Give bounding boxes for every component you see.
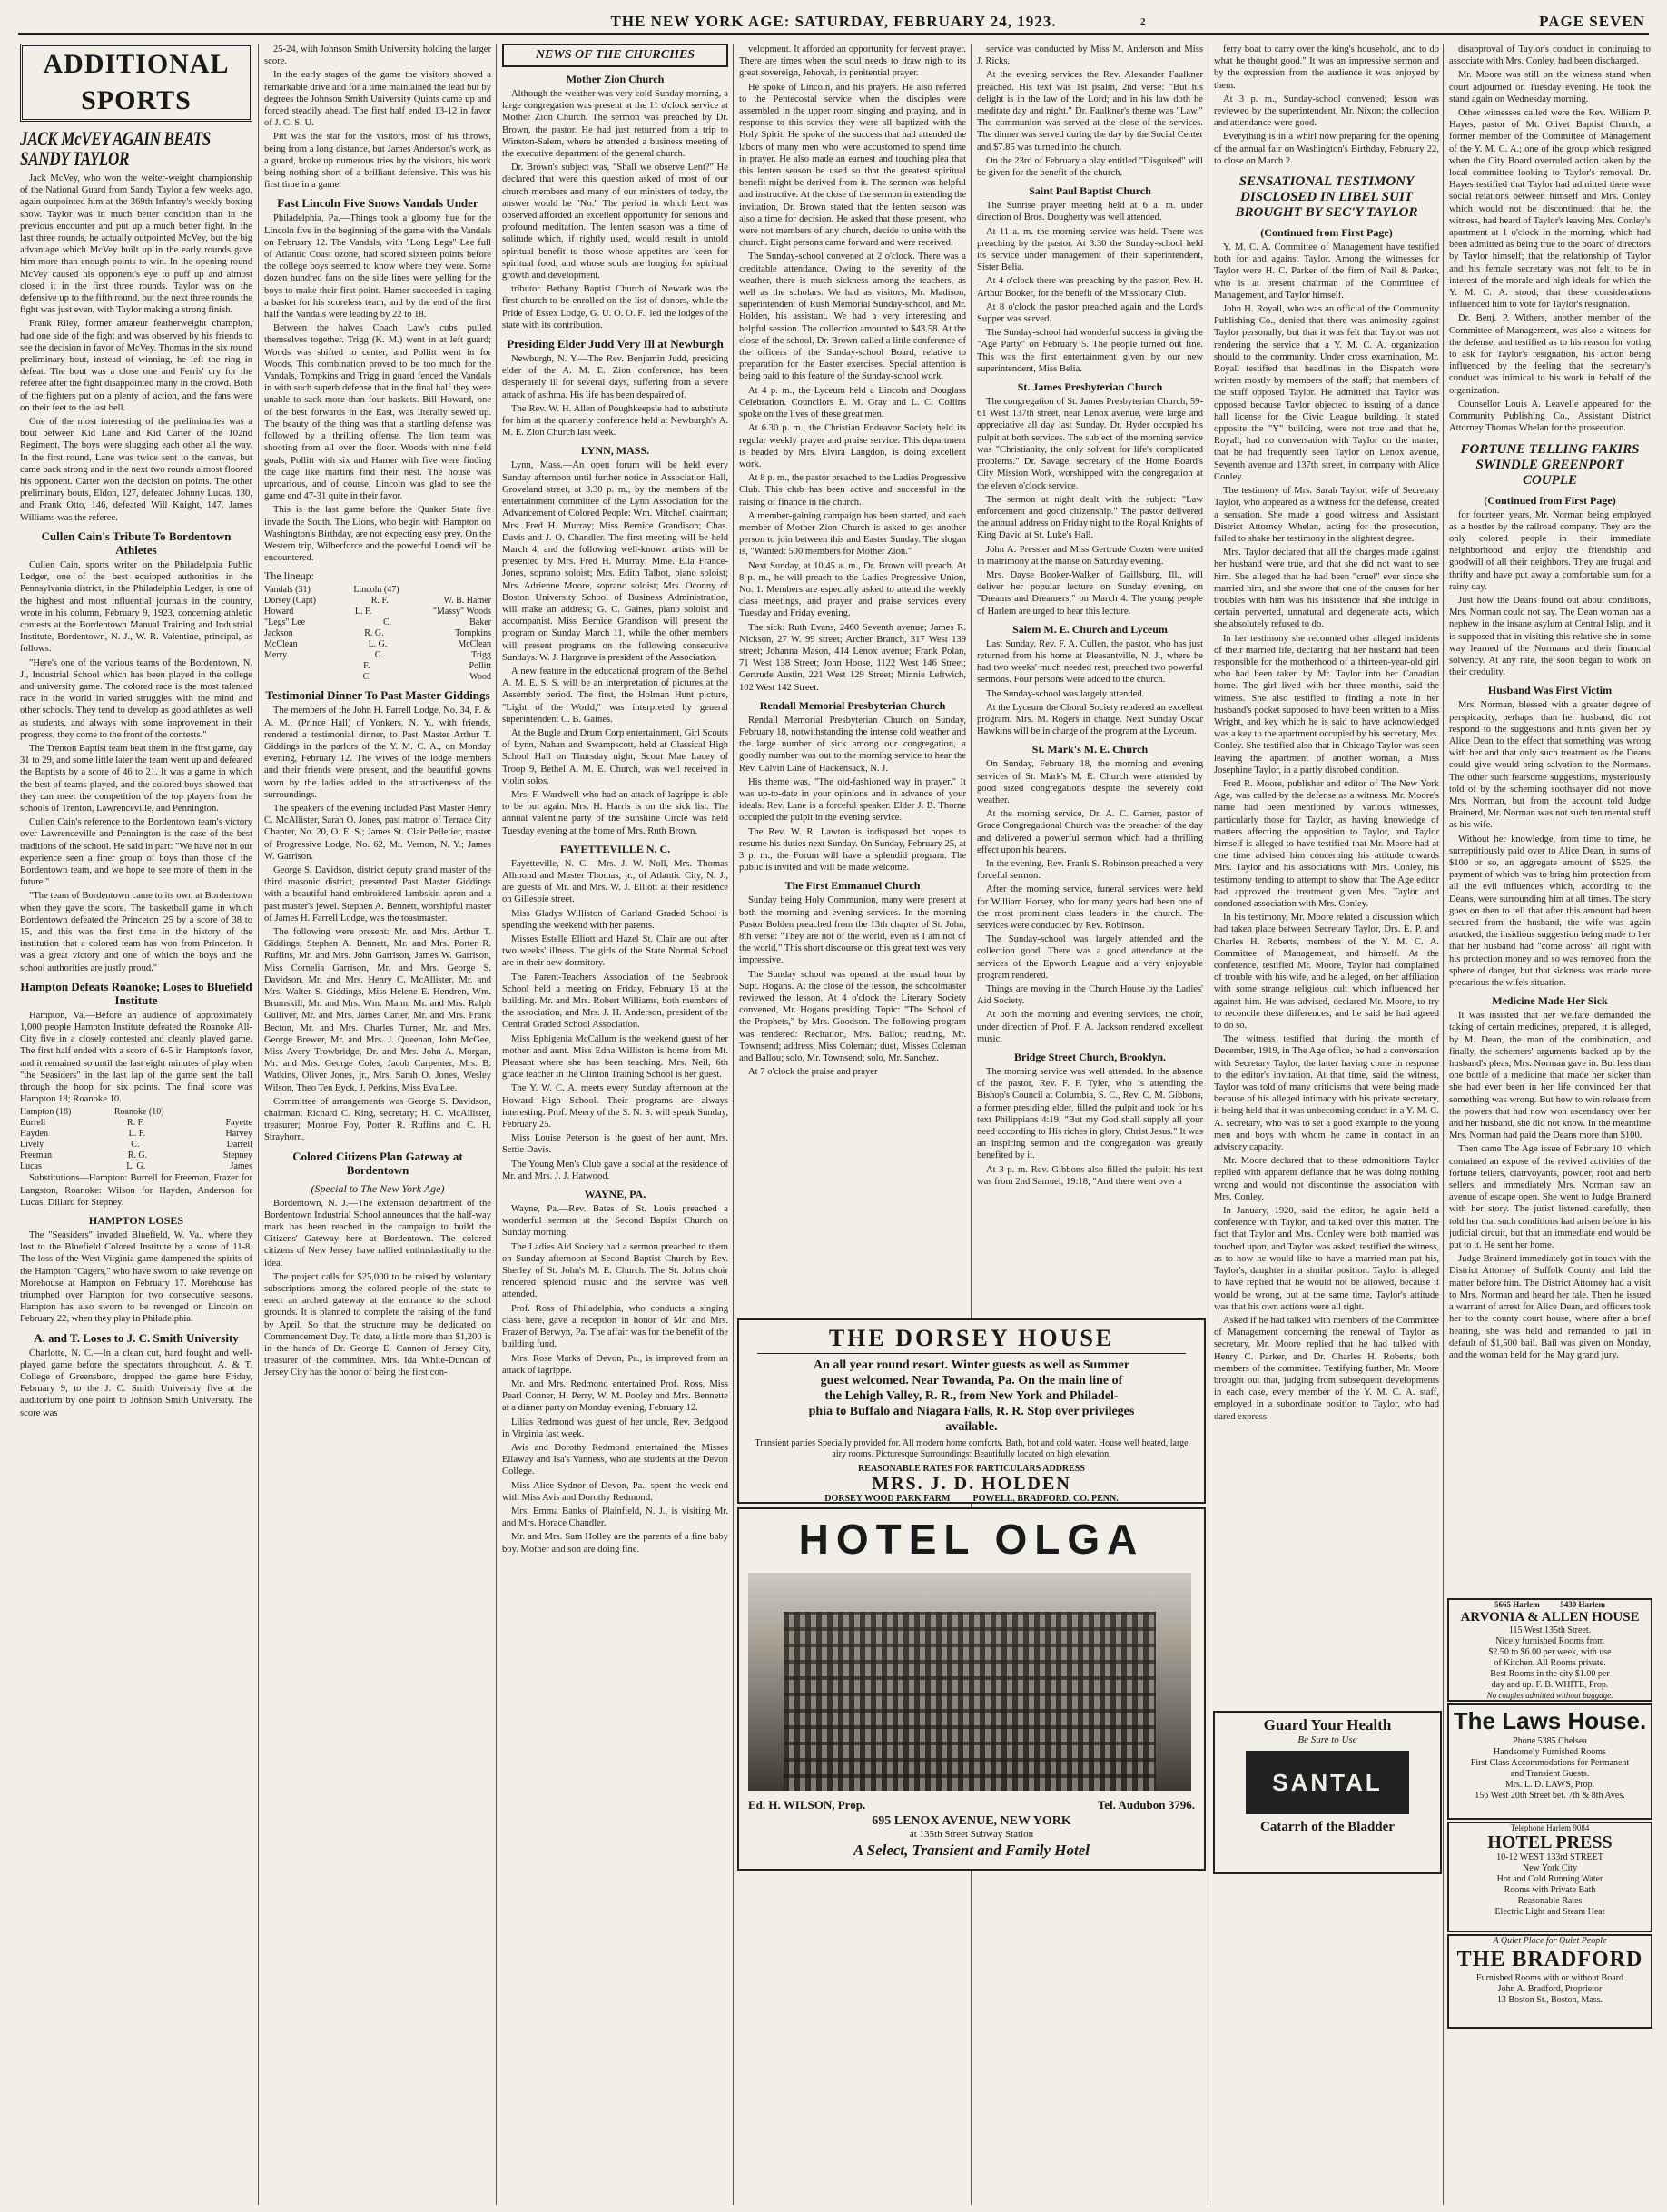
article-paragraph: The witness testified that during the month of December, 1919, in The Age office, he had a conversation with Secretary Taylor, the latter having come in response to the editor's invitation. At that time, said the witness, Taylor was told of many criticisms that were being made because of his alleged intimacy with his private secretary, it being held that it was unbecoming conduct in a Y. M. C. A. secretary, who was to set a good example to the young men and boys with whom he came in contact in an advisory capacity. [1214,1034,1439,1153]
headline: SENSATIONAL TESTIMONY DISCLOSED IN LIBEL SUIT BROUGHT BY SEC'Y TAYLOR [1235,174,1418,221]
article-paragraph: Philadelphia, Pa.—Things took a gloomy hue for the Lincoln five in the beginning of the game with the Vandals on February 12. The Vandals, with "Long Legs" Lee full of Atlantic Coast ozone, had scored sixteen points before the college boys seemed to know where they were. Some dozen hundred fans on the side lines were yelling for the boys to make their first point. Hamer succeeded in caging a basket for his scoreless team, and by the end of the first half the Vandals were leading by 22 to 18. [264,213,491,321]
lineup-row [20,1161,252,1172]
article-paragraph: At 3 p. m. Rev. Gibbons also filled the pulpit; his text was from 2nd Samuel, 19:18, "And there went over a [977,1164,1203,1187]
article-paragraph: Mrs. Dayse Booker-Walker of Gaillsburg, Ill., will deliver her popular lecture on Sunday evening, on "Dreams and Dreamers," on March 4. The young people of Harlem are urged to hear this lecture. [977,569,1203,617]
article-paragraph: The morning service was well attended. In the absence of the pastor, Rev. F. F. Tyler, who is attending the Bishop's Council at Columbia, S. C., Rev. C. M. Gibbons, a former presiding elder, filled the pulpit and took for his text Philippians 4:19, "But my God shall supply all your need according to His riches in glory, Christ Jesus." It was an inspiring sermon and the congregation was greatly benefited by it. [977,1067,1203,1161]
article-paragraph: Asked if he had talked with members of the Committee of Management concerning the renewal of Taylor as secretary, Mr. Moore replied that he had talked with Henry C. Parker, and Dr. Charles H. Roberts, both members of the committee. Testifying further, Mr. Moore brought out that, judging from subsequent developments in each case, every member of the Y. M. C. A. staff, employed in a subordinate position to Taylor, who had dared express [1214,1315,1439,1422]
lineup-cell: Baker [469,617,491,628]
article-paragraph: The Sunday-school had wonderful success in giving the "Age Party" on February 5. The people turned out fine. This was the first entertainment given by our new superintendent, Miss Belia. [977,328,1203,374]
article-paragraph: Mrs. F. Wardwell who had an attack of lagrippe is able to be out again. Mrs. H. Harris is on the sick list. The annual valentine party of the Sunshine Circle was held Tuesday evening at the home of Mrs. Ruth Brown. [502,789,728,836]
ad-line: Phone 5385 Chelsea [1513,1736,1587,1746]
ad-line: First Class Accommodations for Permanent [1470,1758,1630,1768]
ad-title: THE DORSEY HOUSE [757,1324,1186,1354]
lineup-row [20,1150,252,1161]
lineup-table [264,585,491,683]
subhead: St. James Presbyterian Church [1017,380,1163,394]
page-label: PAGE SEVEN [1539,13,1645,30]
article-paragraph: Mrs. Emma Banks of Plainfield, N. J., is visiting Mr. and Mrs. Horace Chandler. [502,1506,728,1529]
ad-line: Hot and Cold Running Water [1496,1874,1603,1884]
lineup-row [20,1140,252,1150]
article-paragraph: Rendall Memorial Presbyterian Church on Sunday, February 18, notwithstanding the intense cold weather and the large number of sick among our congregation, a goodly number was out to the morning service to hear the Rev. Calvin Lane of Hackensack, N. J. [739,715,966,774]
ad-line: phia to Buffalo and Niagara Falls, R. R. Stop over privileges [808,1405,1135,1418]
article-paragraph: Last Sunday, Rev. F. A. Cullen, the pastor, who has just returned from his home at Pleasantville, N. J., where he had two weeks' much needed rest, preached two powerful sermons. Four persons were added to the church. [977,638,1203,686]
ad-line: Best Rooms in the city $1.00 per [1490,1669,1610,1679]
article-paragraph: It was insisted that her welfare demanded the taking of certain medicines, prepared, it is alleged, by M. Dean, the man of the combination, and finally, the schemers' arguments backed up by the husband's pleas, Mrs. Norman gave in. But less than one bottle of a medicine that made her sicker than she had ever been in her life convinced her that something was wrong. But how to win release from the powers that had now won ascendancy over her and her husband, she did not know. In the meantime Mrs. Norman had paid the Deans more than $100. [1449,1011,1651,1141]
ad-small-text: No couples admitted without baggage. [1486,1691,1613,1700]
subhead: Medicine Made Her Sick [1492,994,1608,1008]
article-paragraph: On the 23rd of February a play entitled "Disguised" will be given for the benefit of the church. [977,155,1203,179]
masthead [18,9,1649,35]
article-paragraph: Mrs. Norman, blessed with a greater degree of perspicacity, perhaps, than her husband, did not respond to the suggestions and hints given her by Alice Dean to the effect that something was wrong with her and that only such treatment as the Deans could give would bring salvation to the Normans. The other such fearsome suggestions, mysteriously told of by the scheming soothsayer did not move Mrs. Norman, but from the account told Judge Brainerd, Mr. Norman was not such ten mental stuff as his wife. [1449,700,1651,831]
article-paragraph: At 11 a. m. the morning service was held. There was preaching by the pastor. At 3.30 the Sunday-school held its service under management of their superintendent, Sister Belia. [977,226,1203,273]
ad-row [748,1798,1195,1812]
ad-address-2: at 135th Street Subway Station [909,1829,1034,1840]
lineup-cell: L. G. [126,1161,146,1172]
lineup-header: Hampton (18) Roanoke (10) [20,1107,164,1118]
article-paragraph: The Sunday school was opened at the usual hour by Supt. Hogans. At the close of the lesson, the schoolmaster reviewed the lesson. At 4 o'clock the Literary Society convened, Mr. Hogans presiding. Topic: "The School of the Prophets," by Mrs. Goodson. The following program was rendered: Recitation, Mrs. Ballou; reading, Mr. Townsend; address, Miss Coleman; duet, Misses Coleman and Ballou; solo, Mr. Townsend; solo, Mr. Sanchez. [739,969,966,1064]
article-paragraph: Hampton, Va.—Before an audience of approximately 1,000 people Hampton Institute defeated the Roanoke All-City five in a closely contested and cleanly played game. The first half ended with a score of 6-5 in Hampton's favor, and it remained so until the last eight minutes of play when "the Seasiders" in the last lap of the game sent the ball through the hoop for six points. The final score was Hampton 18; Roanoke 10. [20,1010,252,1105]
ad-phone: Tel. Audubon 3796. [1097,1798,1195,1812]
lineup-cell: Jackson [264,628,293,639]
ad-line: Handsomely Furnished Rooms [1494,1747,1606,1757]
lineup-row [264,628,491,639]
lineup-cell: Tompkins [455,628,491,639]
subhead: LYNN, MASS. [580,444,650,458]
article-paragraph: Newburgh, N. Y.—The Rev. Benjamin Judd, presiding elder of the A. M. E. Zion conference, has been desperately ill for several days, suffering from a severe attack of asthma. His life has been despaired of. [502,354,728,400]
lineup-cell: Lively [20,1140,44,1150]
article-paragraph: At the evening services the Rev. Alexander Faulkner preached. His text was 1st psalm, 2nd verse: "But his delight is in the law of the Lord; and in his law doth he meditate day and night." Dr. Faulkner's theme was "Law." The communion was served at the close of the services. The dinner was served during the day by the Social Center and $7.85 was turned into the church. [977,70,1203,153]
article-paragraph: disapproval of Taylor's conduct in continuing to associate with Mrs. Conley, had been discharged. [1449,44,1651,67]
article-paragraph: The following were present: Mr. and Mrs. Arthur T. Giddings, Stephen A. Bennett, Mr. and Mrs. Porter R. Ruffins, Mr. and Mrs. John Garrison, James W. Garrison, Miss Cornelia Garrison, Mr. and Mrs. George S. Davidson, Mr. and Mrs. Henry C. McAllister, Mr. and Mrs. Walter S. Giddings, Miss Helene E. Hendren, Wm. Brumskill, Mr. and Mrs. Wm. Mann, Mr. and Mrs. Ralph Gulliver, Mr. and Mrs. James Carter, Mr. and Mrs. Frank Becton, Mr. and Mrs. Charles Turner, Mr. and Mrs. George Brewer, Mr. and Mrs. J. Queenan, John McGee, Miss Avery Trowbridge, Dr. and Mrs. John A. Morgan, Mr. and Mrs. George Coles, Jacob Carpenter, Mrs. B. Watkins, Oliver Jones, jr., Mrs. Sarah O. Jones, Wesley Wilson, Theo Ten Eyck, J. Perkins, Miss Eva Lee. [264,926,491,1093]
ad-line: 156 West 20th Street bet. 7th & 8th Aves. [1475,1791,1625,1801]
article-paragraph: John H. Royall, who was an official of the Community Publishing Co., denied that there was animosity against Taylor personally, but that it was felt that Taylor was not rendering the service that a Y. M. C. A. organization should to the community. Under cross examination, Mr. Royall testified that headlines in the Dispatch were written mostly by members of the staff; that members of the staff opposed Taylor. He admitted that Taylor was opposed because Taylor objected to issuing of a dance hall license for the Civic League building. It stated opposite the "Y" building, were not true and that he, Royall, had no conversation with Taylor on the matter; that he had frequently seen Taylor on Lenox avenue, Seventh avenue and 137th street, in company with Alice Conley. [1214,304,1439,482]
ad-line: 13 Boston St., Boston, Mass. [1496,1995,1603,2005]
article-paragraph: Although the weather was very cold Sunday morning, a large congregation was present at the 11 o'clock service at Mother Zion Church. The sermon was preached by Dr. Brown, the pastor. He had just returned from a trip to Winston-Salem, where he attended a business meeting of the executive department of the general church. [502,89,728,160]
article-paragraph: John A. Pressler and Miss Gertrude Cozen were united in matrimony at the manse on Saturday evening. [977,544,1203,567]
lineup-cell: "Legs" Lee [264,617,306,628]
lineup-cell: Hayden [20,1129,49,1140]
article-paragraph: At 6.30 p. m., the Christian Endeavor Society held its regular weekly prayer and praise service. This department is headed by Mrs. Elvira Langdon, is doing excellent work. [739,423,966,469]
article-paragraph: In his testimony, Mr. Moore related a discussion which had taken place between Secretary Taylor, Drs. E. P. and Charles H. Roberts, members of the Y. M. C. A. Committee of Management, and himself. At the conference, testified Mr. Moore, Taylor had complained of trouble with his wife, and he alleged, on her affiliation with some strange religious cult which influenced her against him. He was advised, declared Mr. Moore, to try to reconcile these differences, and he said he had agreed to do so. [1214,913,1439,1032]
article-paragraph: At 3 p. m., Sunday-school convened; lesson was reviewed by the superintendent, Mr. Nixon; the collection and attendance were good. [1214,94,1439,129]
ad-line: Furnished Rooms with or without Board [1476,1973,1623,1983]
article-paragraph: Miss Louise Peterson is the guest of her aunt, Mrs. Settie Davis. [502,1133,728,1156]
article-paragraph: Next Sunday, at 10.45 a. m., Dr. Brown will preach. At 8 p. m., he will preach to the Ladies Progressive Union, No. 1. Members are especially asked to attend the weekly class meetings, and prayer and praise services every Tuesday and Friday evening. [739,560,966,619]
lineup-cell: Dorsey (Capt) [264,596,316,607]
lineup-cell: McClean [458,639,491,650]
continued-note: (Continued from First Page) [1484,493,1616,507]
article-paragraph: The Trenton Baptist team beat them in the first game, day 31 to 29, and some little later the team went up and defeated the Baptists by a score of 46 to 21. It was a game in which the best of teams played, and the colored boys showed that they can meet the competition of the top players from the schools of Trenton, Lawrenceville, and Pennington. [20,743,252,814]
subhead: Husband Was First Victim [1487,684,1613,697]
article-paragraph: Mrs. Taylor declared that all the charges made against her husband were true, and that she did not want to see him. She alleged that he had been "cruel" ever since she married him, and she swore that one of the causes for her troubles with him was his insistence that she indulge in certain perverted, unnatural and degenerate acts, which she absolutely refused to do. [1214,548,1439,630]
headline: A. and T. Loses to J. C. Smith University [34,1330,239,1345]
ad-body [1449,1852,1651,1918]
ad-line: Reasonable Rates [1517,1896,1583,1906]
ad-contact-name: MRS. J. D. HOLDEN [872,1474,1071,1494]
lineup-cell: G. [374,650,384,661]
lineup-cell: Merry [264,650,287,661]
ad-body [739,1358,1204,1435]
lineup-cell: Wood [469,672,491,683]
article-paragraph: This is the last game before the Quaker State five invade the South. The Lions, who begin with Hampton on Washington's Birthday, are not expecting easy prey. On the Western trip, Wilberforce and the powerful Loendi will be encountered. [264,505,491,564]
lineup-cell: L. F. [354,607,372,617]
section-banner: ADDITIONAL SPORTS [20,44,252,122]
lineup-cell: R. F. [126,1118,144,1129]
article-paragraph: At 8 o'clock the pastor preached again and the Lord's Supper was served. [977,301,1203,325]
ad-body [1449,1625,1651,1691]
column-3 [502,44,728,2205]
article-paragraph: Committee of arrangements was George S. Davidson, chairman; Richard C. King, secretary; H. C. McAllister, treasurer; Monroe Foy, Porter R. Ruffins and C. H. Strayhorn. [264,1096,491,1143]
headline: Hampton Defeats Roanoke; Loses to Bluefield Institute [20,979,252,1007]
ad-line: guest welcomed. Near Towanda, Pa. On the main line of [820,1374,1123,1387]
lineup-cell: Trigg [471,650,491,661]
article-paragraph: Things are moving in the Church House by the Ladies' Aid Society. [977,984,1203,1007]
article-paragraph: Y. M. C. A. Committee of Management have testified both for and against Taylor. Among the witnesses for Taylor were H. C. Parker of the firm of Nail & Parker, who is at present chairman of the Committee of Management, and Taylor himself. [1214,242,1439,301]
ad-address: 695 LENOX AVENUE, NEW YORK [872,1814,1071,1828]
article-paragraph: The speakers of the evening included Past Master Henry C. McAllister, Sarah O. Jones, past matron of Terrace City Chapter, No. 20, O. E. S.; James St. Clair Pelletier, master of Progressive Lodge, No. 62, Mt. Vernon, N. Y.; James W. Garrison. [264,803,491,862]
subhead: Bridge Street Church, Brooklyn. [1013,1051,1166,1064]
ad-phone: Telephone Harlem 9084 [1510,1823,1590,1832]
lineup-row [20,1129,252,1140]
ad-proprietor: Ed. H. WILSON, Prop. [748,1798,866,1812]
article-paragraph: At the Bugle and Drum Corp entertainment, Girl Scouts of Lynn, Nahan and Swampscott, held at Classical High School Hall on Thursday night, Scout Mae Lacey of Troop 9, Bethel A. M. E. Church, was well received in violin solos. [502,727,728,786]
article-paragraph: Mrs. Rose Marks of Devon, Pa., is improved from an attack of lagrippe. [502,1353,728,1376]
subhead: St. Mark's M. E. Church [1031,743,1149,756]
subhead: The First Emmanuel Church [784,879,921,893]
lineup-cell: James [230,1161,252,1172]
ad-title: HOTEL PRESS [1487,1832,1613,1852]
lineup-cell: R. F. [370,596,389,607]
lineup-cell: McClean [264,639,298,650]
article-paragraph: At 4 p. m., the Lyceum held a Lincoln and Douglass Celebration. Councilors E. M. Gray and L. C. Collins spoke on the lives of these great men. [739,385,966,420]
article-paragraph: The members of the John H. Farrell Lodge, No. 34, F. & A. M., (Prince Hall) of Yonkers, N. Y., with friends, rendered a testimonial dinner, to Past Master Arthur T. Giddings in the parlors of the Y. M. C. A., on Monday evening, February 12. The wives of the lodge members and their friends were present, and the beautiful gowns worn by the ladies added to the attractiveness of the surroundings. [264,706,491,800]
article-paragraph: "The team of Bordentown came to its own at Bordentown when they gave the score. The basketball game in which Bordentown defeated the Princeton '25 by a score of 38 to 15, and this was the first time in the history of the institution that a colored team has won from Princeton. It was a great victory and one of which the boys and the school authorities are justly proud." [20,891,252,973]
article-paragraph: At the morning service, Dr. A. C. Garner, pastor of Grace Congregational Church was the preacher of the day and delivered a powerful sermon which had a thrilling effect upon his hearers. [977,809,1203,855]
lineup-cell: Pollitt [469,661,491,672]
ad-small-text: Transient parties Specially provided for. All modern home comforts. Bath, hot and cold water. House well heated, large airy rooms. Picturesque Surroundings: Beautifully located on high elevation. [755,1438,1189,1459]
article-paragraph: Miss Ephigenia McCallum is the weekend guest of her mother and aunt. Miss Edna Williston is home from Mt. Pleasant where she has been teaching. Mrs. Neil, 6th grade teacher in the Clinton Training School is her guest. [502,1033,728,1081]
subhead: Mother Zion Church [566,73,665,85]
article-paragraph: Misses Estelle Elliott and Hazel St. Clair are out after two weeks' illness. The girls of the State Normal School are in their new dormitory. [502,934,728,969]
ad-line: $2.50 to $6.00 per week, with use [1488,1647,1612,1657]
article-paragraph: ferry boat to carry over the king's household, and to do what he thought good." It was an impressive sermon and by the expression from the audience it was enjoyed by them. [1214,44,1439,91]
article-paragraph: tributor. Bethany Baptist Church of Newark was the first church to be enrolled on the list of donors, while the Pride of Essex Lodge, G. U. O. O. F., led the lodges of the state with its contribution. [502,284,728,331]
lineup-cell: C. [383,617,392,628]
lineup-cell: R. G. [127,1150,148,1161]
headline: FORTUNE TELLING FAKIRS SWINDLE GREENPORT COUPLE [1460,441,1640,488]
article-paragraph: Judge Brainerd immediately got in touch with the District Attorney of Suffolk County and laid the matter before him. The District Attorney had a visit to Mrs. Norman and heard her tale. Then he issued a warrant of arrest for Alice Dean, and officers took her to the county court house, where after a brief hearing, she was held and remanded to jail in default of $1,500 bail. Bail was given on Monday, and the woman held for the May grand jury. [1449,1254,1651,1360]
ad-line: and Transient Guests. [1510,1769,1590,1779]
subhead: WAYNE, PA. [584,1188,646,1201]
lineup-cell: W. B. Hamer [443,596,491,607]
article-paragraph: The sick: Ruth Evans, 2460 Seventh avenue; James R. Nickson, 27 W. 99 street; Archer Branch, 317 West 139 street; Johanna Mason, 414 Lenox avenue; Frank Polan, 71 West 138 Street; John Hoose, 1122 West 146 Street; Gertrude Austin, 221 West 129 Street; Minnie Leftwich, 102 West 142 Street. [739,622,966,693]
ad-tagline: A Select, Transient and Family Hotel [853,1842,1090,1859]
bradford-ad [1447,1934,1652,2029]
article-paragraph: Mr. Moore declared that to these admonitions Taylor replied with apparent defiance that he was doing nothing wrong and would not discontinue the association with Mrs. Conley. [1214,1156,1439,1202]
column-5 [977,44,1203,1315]
article-paragraph: A new feature in the educational program of the Bethel A. M. E. S. S. will be an interpretation of pictures at the Assembly period. The first, the Holman Hunt picture, "Light of the World," was interpreted by general superintendent C. B. Gaines. [502,666,728,725]
ad-line: An all year round resort. Winter guests as well as Summer [813,1358,1130,1372]
article-paragraph: service was conducted by Miss M. Anderson and Miss J. Ricks. [977,44,1203,67]
article-paragraph: In the evening, Rev. Frank S. Robinson preached a very forceful sermon. [977,858,1203,882]
hotel-photo [748,1573,1191,1791]
lineup-title: The lineup: [264,569,314,583]
continued-note: (Continued from First Page) [1260,226,1393,240]
article-paragraph: Just how the Deans found out about conditions, Mrs. Norman could not say. The Dean woman has a nephew in the insane asylum at Central Islip, and it is supposed that in visiting this relative she in some way learned of the Normans and their financial solvency. At any rate, the soon began to work on their credulity. [1449,595,1651,678]
article-paragraph: At both the morning and evening services, the choir, under direction of Prof. F. A. Jackson rendered excellent music. [977,1010,1203,1044]
article-paragraph: Without her knowledge, from time to time, he surreptitiously paid over to Alice Dean, in sums of $100 or so, an aggregate amount of $525, the payment of which was to bring him protection from all the evil influences which, according to the Deans, were surrounding him at all times. The story goes on then to tell that after this amount had been secured from the husband, the wife was again attacked, the insidious suggestion being made to her that her husband had "come across" all right with his protection money and so was removed from the sphere of danger, but that sickness was made more precarious the wife's situation. [1449,834,1651,989]
lineup-row [264,672,491,683]
subhead: Rendall Memorial Presbyterian Church [759,698,946,712]
ad-address: DORSEY WOOD PARK FARM POWELL, BRADFORD, CO. PENN. [824,1494,1119,1504]
article-paragraph: The testimony of Mrs. Sarah Taylor, wife of Secretary Taylor, who appeared as a witness for the defense, created a sensation. She made a good witness and Assistant District Attorney Whelan, acting for the prosecution, failed to shake her testimony in the slightest degree. [1214,486,1439,544]
article-paragraph: Fayetteville, N. C.—Mrs. J. W. Noll, Mrs. Thomas Allmond and Master Thomas, jr., of Atlantic City, N. J., are guests of Mr. and Mrs. W. J. Elliott at their residence on Gillespie street. [502,858,728,905]
headline: Colored Citizens Plan Gateway at Bordentown [292,1149,463,1177]
column-1 [20,44,252,2205]
headline: JACK McVEY AGAIN BEATS SANDY TAYLOR [20,127,211,170]
lineup-row [20,1118,252,1129]
article-paragraph: Frank Riley, former amateur featherweight champion, had one side of the fight and was observed by his friends to see the decision in favor of McVey. Thomas in the six round preliminary bout, instead of winning, he left the ring in defeat. The bout was a close one and Ferris' cry for the referee after the fight disappointed many in the crowd. Both of the fighters put on a plenty of action, and the fans were on their feet to the last bell. [20,319,252,413]
article-paragraph: Mr. and Mrs. Sam Holley are the parents of a fine baby boy. Mother and son are doing fine. [502,1532,728,1555]
article-paragraph: The Y. W. C. A. meets every Sunday afternoon at the Howard High School. Their programs are always interesting. Prof. Meery of the S. N. S. will speak Sunday, February 25. [502,1083,728,1131]
lineup-row [264,596,491,607]
article-paragraph: Prof. Ross of Philadelphia, who conducts a singing class here, gave a reception in honor of Mr. and Mrs. Frazer of Berwyn, Pa. The affair was for the benefit of the building fund. [502,1303,728,1350]
column-2 [264,44,491,2205]
article-paragraph: The sermon at night dealt with the subject: "Law enforcement and good citizenship." The pastor delivered the annual address on Friday night to the Royal Knights of King David at St. Luke's Hall. [977,494,1203,541]
article-paragraph: George S. Davidson, district deputy grand master of the third masonic district, presented Past Master Giddings with a beautiful hand embroidered lambskin apron and a past master's jewel. Stephen A. Bennett, worshipful master of James H. Farrell Lodge, was the toastmaster. [264,864,491,923]
page-number-small: 2 [1140,16,1146,27]
ad-title: THE BRADFORD [1456,1948,1643,1971]
article-paragraph: Sunday being Holy Communion, many were present at both the morning and evening services. In the morning Pastor Bolden preached from the 13th chapter of St. John, 8th verse: "They are not of the world, even as I am not of the world." This short discourse on this great text was very impressive. [739,895,966,966]
article-paragraph: Mr. and Mrs. Redmond entertained Prof. Ross, Miss Pearl Conner, H. Perry, W. M. Pooley and Mrs. Bennette at a dinner party on Monday evening, February 12. [502,1378,728,1414]
article-paragraph: Wayne, Pa.—Rev. Bates of St. Louis preached a wonderful sermon at the Second Baptist Church on Sunday morning. [502,1204,728,1239]
article-paragraph: The congregation of St. James Presbyterian Church, 59-61 West 137th street, near Lenox avenue, were large and appreciative all day last Sunday. Dr. Hyder occupied his pulpit at both services. The subject of the morning service was "Christianity, the only solvent for life's complicated problems." Dr. Savage, secretary of the Home Board's City Mission Work, worshipped with the congregation at the eleven o'clock service. [977,397,1203,491]
article-paragraph: Mr. Moore was still on the witness stand when court adjourned on Tuesday evening. He took the stand again on Wednesday morning. [1449,70,1651,104]
lineup-table [20,1107,252,1172]
ad-line: available. [945,1420,998,1434]
masthead-title: THE NEW YORK AGE: SATURDAY, FEBRUARY 24, 1923. [610,13,1057,30]
article-paragraph: Cullen Cain, sports writer on the Philadelphia Public Ledger, one of the best equipped authorities in the Pennsylvania district, in the Philadelphia Ledger, is one of the highest and most influential journals in the country, wrote in his column, February 9, 1923, concerning athletic contests at the Bordentown Manual Training and Industrial Institute, Bordentown, N. J., W. R. Valentine, principal, as follows: [20,559,252,655]
headline: Cullen Cain's Tribute To Bordentown Athletes [41,528,232,557]
article-paragraph: Miss Alice Sydnor of Devon, Pa., spent the week end with Miss Avis and Dorothy Redmond. [502,1480,728,1503]
ad-line: 115 West 135th Street. [1508,1625,1592,1635]
article-paragraph: Bordentown, N. J.—The extension department of the Bordentown Industrial School announces that the half-way mark has been reached in the campaign to build the Citizens' Gateway here at Bordentown. The colored citizens of New Jersey have rallied enthusiastically to the idea. [264,1198,491,1269]
ad-body [1449,1736,1651,1802]
lineup-cell: Fayette [225,1118,252,1129]
article-paragraph: The Rev. W. R. Lawton is indisposed but hopes to resume his duties next Sunday. On Sunday, February 25, at 3 p. m., the Forum will have a splendid program. The public is invited and will be made welcome. [739,826,966,874]
article-paragraph: The "Seasiders" invaded Bluefield, W. Va., where they lost to the Bluefield Colored Institute by a score of 11-8. The loss of the West Virginia game dampened the spirits of the Hampton "Cagers," who have sworn to take revenge on Morehouse at Hampton on February 17. Morehouse has triumphed over Hampton for two consecutive seasons. Hampton has also sworn to be revenged on Lincoln on February 22, when they play in Philadelphia. [20,1230,252,1325]
subhead: FAYETTEVILLE N. C. [559,842,671,855]
lineup-cell: L. F. [128,1129,146,1140]
ad-title: ARVONIA & ALLEN HOUSE [1460,1610,1640,1624]
article-paragraph: Lynn, Mass.—An open forum will be held every Sunday afternoon until further notice in Association Hall, Groveland street, at 3.30 p. m., by the members of the entertainment committee of the Lynn Association for the Advancement of Colored People: Wm. Mitchell chairman; Mrs. Fred H. Murray; Miss Bernice Grandison; Chas. Davis and J. O. Chandler. The first meeting will be held March 4, and the following well-known artists will be presented by Mrs. Fred H. Murray; Mme. Ella France-Jones, soprano soloist; Mrs. Edith Talbot, piano soloist; Mrs. Adrienne Moore, soprano soloist; Mrs. Oconny of Boston University School of Business Administration, will make an address; G. C. Gaines, piano soloist and accompanist. Miss Bernice Grandison will present the program on Sunday March 11, while the other members will present programs on the following consecutive Sundays. W. J. Hargrave is president of the Association. [502,460,728,663]
article-paragraph: Lilias Redmond was guest of her uncle, Rev. Bedgood in Virginia last week. [502,1417,728,1439]
article-paragraph: Then came The Age issue of February 10, which contained an expose of the revived activities of the fortune tellers, clairvoyants, powder, root and herb sellers, and immediately Mrs. Norman saw an avenue of escape open. She went to Judge Brainerd with her story. The jurist listened carefully, then told her that such conditions had arisen before in his judicial circuit, but that an immediate end would be put to it. He sent her home. [1449,1144,1651,1251]
subhead: Salem M. E. Church and Lyceum [1012,622,1168,636]
article-paragraph: He spoke of Lincoln, and his prayers. He also referred to the Pentecostal service when the disciples were assembled in the upper room singing and praying, and in response to this service they were all baptized with the Holy Spirit. He spoke of the success that had attended the labors of many men who were accustomed to spend time in prayer. He also made an earnest and touching plea that this lenten season be used so that the greatest spiritual benefit might be derived from it. The sermon was helpful and instructive. At the close of the sermon in extending the invitation, Dr. Brown stated that the lenten season was also a time for decision. He asked that those present, who were not members of any church, decide to unite with the church. Eight persons came forward and were received. [739,82,966,249]
article-paragraph: Counsellor Louis A. Leavelle appeared for the Community Publishing Co., Assistant District Attorney Thomas Whelan for the prosecution. [1449,399,1651,434]
article-paragraph: Other witnesses called were the Rev. William P. Hayes, pastor of Mt. Olivet Baptist Church, a former member of the Committee of Management of the Y. M. C. A.; one of the group which resigned when the City Board overruled action taken by the local committee looking to Taylor's removal. Dr. Hayes testified that Taylor had admitted there were social relations between himself and Mrs. Conley which would not be discontinued; that he, the witness, had heard of Taylor's leaving Mrs. Conley's apartment at 1 o'clock in the morning, which had been admitted as being true to the board of directors by Taylor himself; that the relationship of Taylor and his female secretary was not felt to be in interest of the morale and high ideals for which the Y. M. C. A. stood; that these considerations influenced him to vote for Taylor's resignation. [1449,108,1651,311]
article-paragraph: The Rev. W. H. Allen of Poughkeepsie had to substitute for him at the quarterly conference held at Newburgh's A. M. E. Zion Church last week. [502,403,728,439]
ad-line: Mrs. L. D. LAWS, Prop. [1504,1780,1595,1790]
article-paragraph: Charlotte, N. C.—In a clean cut, hard fought and well-played game before the spectators throughout, A. & T. College of Greensboro, dropped the game here Friday, February 9, to the J. C. Smith University five at the auditorium by one point to Johnson Smith University. The score was [20,1348,252,1418]
lineup-row [264,607,491,617]
headline: Testimonial Dinner To Past Master Giddings [265,688,490,703]
ad-line: of Kitchen. All Rooms private. [1494,1658,1606,1668]
column-rule [1443,44,1444,2205]
dateline: (Special to The New York Age) [311,1181,445,1195]
article-paragraph: Dr. Brown's subject was, "Shall we observe Lent?" He declared that were this question asked of most of our church members and many of our ministers of today, the answer would be "No." The period in which Lent was observed afforded an excellent opportunity for serious and profound meditation. The lenten season was a time of solitude which, if rightly used, would result in untold spiritual benefit to those whose appetites are keen for spiritual food, and whose souls are longing for spiritual growth and development. [502,163,728,281]
article-paragraph: Fred R. Moore, publisher and editor of The New York Age, was called by the defense as a witness. Mr. Moore's name had been mentioned by various witnesses, particularly those for Taylor, as having knowledge of matters affecting the opposition to Taylor, and Taylor himself is alleged to have testified that Mr. Moore had at one time advised him concerning his attitude towards Mrs. Taylor and his associations with Mrs. Conley, his testimony tending to attempt to show that The Age editor had approved the treatment given Mrs. Taylor and condoned association with Mrs. Conley. [1214,778,1439,909]
article-paragraph: The Sunday-school convened at 2 o'clock. There was a creditable attendance. Owing to the severity of the weather, there is much sickness among the teachers, as well as the scholars. We had as visitors, Mr. Madison, superintendent of Rush Memorial Sunday-school, and Mr. Holden, his assistant. We had a very interesting and helpful session. The collection amounted to $43.58. At the close of the school, Dr. Brown called a little conference of the officers of the Sunday-school Board, relative to preparation for the Easter exercises. Special attention is being paid to this feature of the Sunday-school work. [739,252,966,382]
column-rule [733,44,734,2205]
dorsey-house-ad [737,1318,1206,1504]
arvonia-allen-ad [1447,1598,1652,1702]
lineup-cell: Howard [264,607,294,617]
article-paragraph: The Sunrise prayer meeting held at 6 a. m. under direction of Bros. Dougherty was well attended. [977,201,1203,223]
ad-line: Catarrh of the Bladder [1260,1820,1395,1834]
column-7 [1449,44,1651,1587]
ad-title: Guard Your Health [1263,1716,1392,1733]
lineup-cell: F. [363,661,370,672]
article-paragraph: On Sunday, February 18, the morning and evening services of St. Mark's M. E. Church were attended by good sized congregations despite the severely cold weather. [977,759,1203,805]
ad-phones: 5665 Harlem 5430 Harlem [1494,1600,1605,1609]
column-rule [971,44,972,2205]
article-paragraph: for fourteen years, Mr. Norman being employed as a hostler by the railroad company. They are the only colored people in their immediate neighborhood and enjoy the friendship and goodwill of all their neighbors. They are frugal and thrifty and have put away a comfortable sum for a rainy day. [1449,509,1651,592]
article-paragraph: The project calls for $25,000 to be raised by voluntary subscriptions among the colored people of the state to erect an arched gateway at the entrance to the school grounds. It is planned to complete the raising of the fund by April. So that the structure may be dedicated on Commencement Day. To date, a little more than $1,200 is in the hands of Dr. George E. Cannon of Jersey City, treasurer of the committee. Mrs. Ida White-Duncan of Jersey City has the honor of being the first con- [264,1271,491,1378]
lineup-cell: Darrell [226,1140,252,1150]
article-paragraph: The Ladies Aid Society had a sermon preached to them on Sunday afternoon at Second Baptist Church by Rev. Sherley of St. John's M. E. Church. The St. Johns choir rendered splendid music and the service was well attended. [502,1241,728,1300]
article-paragraph: In her testimony she recounted other alleged incidents of their married life, declaring that her husband had been responsible for the motherhood of a thirteen-year-old girl who had been taken by Mr. Taylor into her Canadian home. The girl lived with her three months, said the witness. She also testified to finding a note in her husband's pocket supposed to have been written to a Miss Wright, and key which he is said to have acknowledged was a key to the apartment occupied by his secretary, Mrs. Conley. She testified also that in Chicago Taylor was seen leaving the apartment of another woman, a Miss Josephine Taylor, in a partly disrobed condition. [1214,633,1439,775]
article-paragraph: At the Lyceum the Choral Society rendered an excellent program. Mrs. M. Rogers in charge. Next Sunday Oscar Hawkins will be in charge of the program at the Lyceum. [977,702,1203,737]
ad-tagline: A Quiet Place for Quiet People [1493,1936,1607,1946]
lineup-row [264,639,491,650]
lineup-row [264,650,491,661]
ad-line: the Lehigh Valley, R. R., from New York and Philadel- [824,1389,1119,1403]
ad-line: John A. Bradford, Proprietor [1497,1984,1603,1994]
hotel-olga-ad [737,1507,1206,1871]
lineup-cell: Stepney [222,1150,252,1161]
article-paragraph: The Young Men's Club gave a social at the residence of Mr. and Mrs. J. J. Hatwood. [502,1159,728,1181]
article-paragraph: In the early stages of the game the visitors showed a remarkable drive and for a time maintained the lead but by degrees the Johnson Smith University Quints came up and forced steadily ahead. The first half ended 13-12 in favor of J. C. S. U. [264,70,491,129]
lineup-cell: Harvey [225,1129,252,1140]
article-paragraph: One of the most interesting of the preliminaries was a bout between Kid Lane and Kid Carter of the 102nd Regiment. The boys were slugging each other all the way. In the first round, Lane was twice sent to the canvas, but came back strong and in the next two rounds almost floored his opponent. Carter won the decision on points. The other preliminary bouts, Eldon, 127, defeated Johnny Lucas, 130, and Frank Otto, 146, defeated Will Knight, 147. James Williams was the referee. [20,417,252,523]
ad-line: Rooms with Private Bath [1504,1885,1596,1895]
article-paragraph: Everything is in a whirl now preparing for the opening of the annual fair on Washington's Birthday, February 22, to close on March 2. [1214,132,1439,166]
article-paragraph: Miss Gladys Williston of Garland Graded School is spending the weekend with her parents. [502,908,728,931]
article-paragraph: Dr. Benj. P. Withers, another member of the Committee of Management, was also a witness for the defense, and testified as to his reason for voting to ask for Taylor's resignation, his action being influenced by the feeling that the secretary's conduct was inimical to his work in behalf of the organization. [1449,313,1651,396]
ad-title: The Laws House. [1453,1707,1647,1734]
lineup-row [264,617,491,628]
ad-line: Nicely furnished Rooms from [1495,1636,1604,1646]
lineup-cell: R. G. [364,628,384,639]
lineup-cell: C. [131,1140,140,1150]
ad-line: 10-12 WEST 133rd STREET [1496,1852,1603,1862]
lineup-cell: "Massy" Woods [432,607,491,617]
article-paragraph: The Sunday-school was largely attended and the collection good. There was a good attendance at the services of the Epworth League and a very enjoyable program rendered. [977,934,1203,981]
ad-title: HOTEL OLGA [798,1516,1145,1563]
ad-subtitle: Be Sure to Use [1297,1734,1357,1745]
ad-line: Electric Light and Steam Heat [1494,1907,1605,1917]
article-paragraph: The Sunday-school was largely attended. [986,688,1145,699]
ad-line: day and up. F. B. WHITE, Prop. [1491,1680,1609,1690]
article-paragraph: At 7 o'clock the praise and prayer [748,1067,878,1078]
ad-line: New York City [1522,1863,1578,1873]
article-paragraph: Jack McVey, who won the welter-weight championship of the National Guard from Sandy Taylor a few weeks ago, again outpointed him at the 369th Infantry's weekly boxing show. Taylor was in much better condition than in the previous encounter and put up a much better fight. In the last three rounds, he actually outpointed McVey, but the big advantage which McVey built up in the early rounds gave him more than enough points to win. In the opening round McVey caused his opponent's eye to puff up and almost closed it in the first three rounds. Taylor was on the defensive up to the fifth round, but the next three rounds the fight was just even, with Taylor making a strong finish. [20,173,252,316]
column-6 [1214,44,1439,1705]
article-paragraph: "Here's one of the various teams of the Bordentown, N. J., Industrial School which has been played in the college and university game. The colored race is the most talented race in the world in varied struggles with the mind and other schools. They tend to develop as good athletes as well as students, and always with some improvement in their progress, they come to the front of the contests." [20,657,252,740]
article-paragraph: Avis and Dorothy Redmond entertained the Misses Ellaway and Isa's Vanness, who are students at the Devon College. [502,1442,728,1477]
lineup-cell: Burrell [20,1118,46,1129]
article-paragraph: His theme was, "The old-fashioned way in prayer." It was up-to-date in your opinions and in advance of your ideals. Rev. Lane is a forceful speaker. Elder J. B. Thorne occupied the pulpit in the evening service. [739,776,966,824]
santal-ad [1213,1711,1442,1874]
article-paragraph: At 8 p. m., the pastor preached to the Ladies Progressive Club. This club has been active and successful in the raising of finance in the church. [739,473,966,508]
article-paragraph: Cullen Cain's reference to the Bordentown team's victory over Lawrenceville and Pennington is the case of the best traditions of the school. He said in part: "We have not in our experience seen a finer group of boys than those of the Bordentown team, and we hope to see more of them in the future." [20,817,252,888]
headline: Fast Lincoln Five Snows Vandals Under [277,196,478,211]
product-logo: SANTAL [1246,1751,1409,1814]
lineup-cell: L. G. [368,639,388,650]
article-paragraph: After the morning service, funeral services were held for William Horsey, who for many years had been one of the most prominent class leaders in the church. The services were conducted by Rev. Robinson. [977,884,1203,931]
article-paragraph: At 4 o'clock there was preaching by the pastor, Rev. H. Arthur Booker, for the benefit of the Missionary Club. [977,276,1203,299]
article-paragraph: Substitutions—Hampton: Burrell for Freeman, Frazer for Langston, Roanoke: Wilson for Hayden, Anderson for Lucas, Dillard for Stepney. [20,1173,252,1208]
article-paragraph: Between the halves Coach Law's cubs pulled themselves together. Trigg (K. M.) went in at left guard; Woods was shifted to center, and Pollitt went in for Woods. This combination proved to be too much for the Vandals, Tompkins and Trigg in guard fenced the Vandals in with such superb defense that in the final half they were unable to sack more than four baskets. Bill Howard, one of the best forwards in the East, was literally sewed up. The beauty of the thing was that a startling defense was followed by a thrilling offense. The lion team was shooting from all over the floor. Woods with nine field goals, Pollitt with six and Hamer with five were finding the cage like martins find their nest. The house was uproarious, and of course, Lincoln was glad to see the game end 47-31 quite in their favor. [264,323,491,502]
laws-house-ad [1447,1703,1652,1820]
headline: Presiding Elder Judd Very Ill at Newburgh [507,337,724,351]
article-paragraph: A member-gaining campaign has been started, and each member of Mother Zion Church is asked to get another person to join between this and Easter Sunday. The slogan is, "Wanted: 500 members for Mother Zion." [739,510,966,558]
lineup-header: Vandals (31) Lincoln (47) [264,585,399,596]
lineup-cell: Freeman [20,1150,52,1161]
subhead: Saint Paul Baptist Church [1029,184,1151,198]
section-header: NEWS OF THE CHURCHES [502,44,728,67]
ad-body [1449,1973,1651,2006]
article-paragraph: Pitt was the star for the visitors, most of his throws, being from a long distance, but James Anderson's work, as a guard, broke up numerous tries by the visitors, his work being nothing short of a brilliant defensive. This was his first time in a game. [264,132,491,191]
article-paragraph: 25-24, with Johnson Smith University holding the larger score. [264,44,491,67]
lineup-row [264,661,491,672]
article-paragraph: The Parent-Teachers Association of the Seabrook School held a meeting on Friday, February 16 at the building. Mr. and Mrs. Robert Williams, both members of the association, and Mrs. J. H. Anderson, president of the Central Graded School Association. [502,972,728,1031]
lineup-cell: Lucas [20,1161,42,1172]
lineup-cell: C. [362,672,371,683]
article-paragraph: velopment. It afforded an opportunity for fervent prayer. There are times when the soul needs to draw nigh to its great sovereign, Jehovah, in penitential prayer. [739,44,966,79]
hotel-press-ad [1447,1822,1652,1932]
column-4 [739,44,966,1315]
subhead: HAMPTON LOSES [88,1214,184,1228]
column-rule [258,44,259,2205]
column-rule [496,44,497,2205]
article-paragraph: In January, 1920, said the editor, he again held a conference with Taylor, and talked over this matter. The fact that Taylor and Mrs. Conley were both married was touched upon, and Taylor was asked, testified the witness, as to how he would like to have a married man put his, Taylor's, daughter in a similar position. Taylor is alleged to have replied that he would not be allowed, because it would be wrong, but at the same time, Taylor's attitude was that his own actions were all right. [1214,1206,1439,1312]
ad-rates: REASONABLE RATES FOR PARTICULARS ADDRESS [858,1464,1085,1474]
